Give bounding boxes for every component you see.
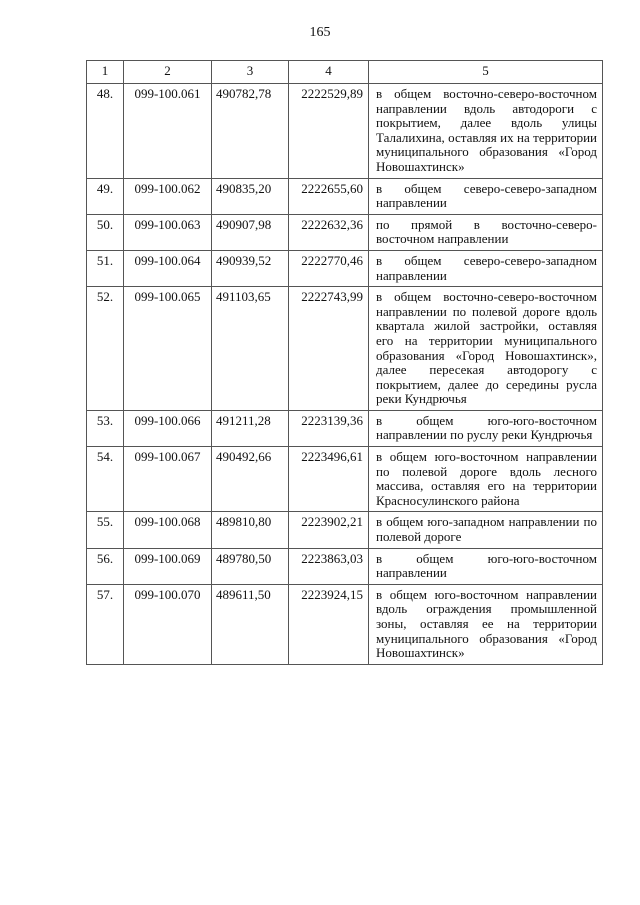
table-row: [87, 287, 603, 411]
column-header: 1: [87, 61, 124, 84]
coordinate-x: 489780,50: [212, 548, 289, 584]
boundary-description: в общем юго-западном направлении по полевой дороге: [369, 512, 603, 548]
column-header: 3: [212, 61, 289, 84]
row-number: 56.: [87, 548, 124, 584]
coordinate-x: 491103,65: [212, 287, 289, 411]
row-number: 52.: [87, 287, 124, 411]
boundary-description: в общем юго-юго-восточном направлении по руслу реки Кундрючья: [369, 410, 603, 446]
row-number: 48.: [87, 84, 124, 179]
point-code: 099-100.066: [124, 410, 212, 446]
coordinate-y: 2222770,46: [289, 250, 369, 286]
point-code: 099-100.070: [124, 584, 212, 664]
boundary-description: в общем северо-северо-западном направлении: [369, 178, 603, 214]
row-number: 50.: [87, 214, 124, 250]
boundary-description: в общем юго-восточном направлении вдоль ограждения промышленной зоны, оставляя ее на территории муниципального образования «Город Новошахтинск»: [369, 584, 603, 664]
row-number: 53.: [87, 410, 124, 446]
coordinate-y: 2222655,60: [289, 178, 369, 214]
boundary-description: в общем восточно-северо-восточном направлении вдоль автодороги с покрытием, далее вдоль улицы Талалихина, оставляя их на территории муниципального образования «Город Новошахтинск»: [369, 84, 603, 179]
coordinate-x: 490782,78: [212, 84, 289, 179]
table-header-row: [87, 61, 603, 84]
table-row: [87, 584, 603, 664]
coordinate-x: 489611,50: [212, 584, 289, 664]
table-row: [87, 178, 603, 214]
coordinate-x: 489810,80: [212, 512, 289, 548]
row-number: 49.: [87, 178, 124, 214]
table-row: [87, 84, 603, 179]
coordinate-y: 2222743,99: [289, 287, 369, 411]
point-code: 099-100.065: [124, 287, 212, 411]
row-number: 57.: [87, 584, 124, 664]
coordinate-x: 491211,28: [212, 410, 289, 446]
coordinate-y: 2223902,21: [289, 512, 369, 548]
page-number: 165: [309, 25, 331, 40]
coordinate-y: 2222529,89: [289, 84, 369, 179]
coordinate-x: 490907,98: [212, 214, 289, 250]
table-row: [87, 548, 603, 584]
point-code: 099-100.061: [124, 84, 212, 179]
coordinate-x: 490939,52: [212, 250, 289, 286]
column-header: 2: [124, 61, 212, 84]
coordinate-y: 2223924,15: [289, 584, 369, 664]
point-code: 099-100.064: [124, 250, 212, 286]
row-number: 54.: [87, 447, 124, 512]
point-code: 099-100.063: [124, 214, 212, 250]
point-code: 099-100.069: [124, 548, 212, 584]
row-number: 55.: [87, 512, 124, 548]
boundary-description: в общем юго-восточном направлении по полевой дороге вдоль лесного массива, оставляя его на территории Красносулинского района: [369, 447, 603, 512]
coordinate-y: 2222632,36: [289, 214, 369, 250]
boundary-points-table: [86, 60, 603, 665]
coordinate-y: 2223496,61: [289, 447, 369, 512]
boundary-description: по прямой в восточно-северо-восточном направлении: [369, 214, 603, 250]
point-code: 099-100.068: [124, 512, 212, 548]
boundary-description: в общем восточно-северо-восточном направлении по полевой дороге вдоль квартала жилой застройки, оставляя его на территории муниципального образования «Город Новошахтинск», далее пересекая автодорогу с покрытием, далее до середины русла реки Кундрючья: [369, 287, 603, 411]
boundary-description: в общем северо-северо-западном направлении: [369, 250, 603, 286]
coordinate-x: 490492,66: [212, 447, 289, 512]
boundary-description: в общем юго-юго-восточном направлении: [369, 548, 603, 584]
coordinate-y: 2223863,03: [289, 548, 369, 584]
coordinate-x: 490835,20: [212, 178, 289, 214]
table-row: [87, 512, 603, 548]
column-header: 4: [289, 61, 369, 84]
point-code: 099-100.067: [124, 447, 212, 512]
table-row: [87, 214, 603, 250]
column-header: 5: [369, 61, 603, 84]
coordinate-y: 2223139,36: [289, 410, 369, 446]
table-row: [87, 410, 603, 446]
point-code: 099-100.062: [124, 178, 212, 214]
row-number: 51.: [87, 250, 124, 286]
table-row: [87, 447, 603, 512]
table-row: [87, 250, 603, 286]
